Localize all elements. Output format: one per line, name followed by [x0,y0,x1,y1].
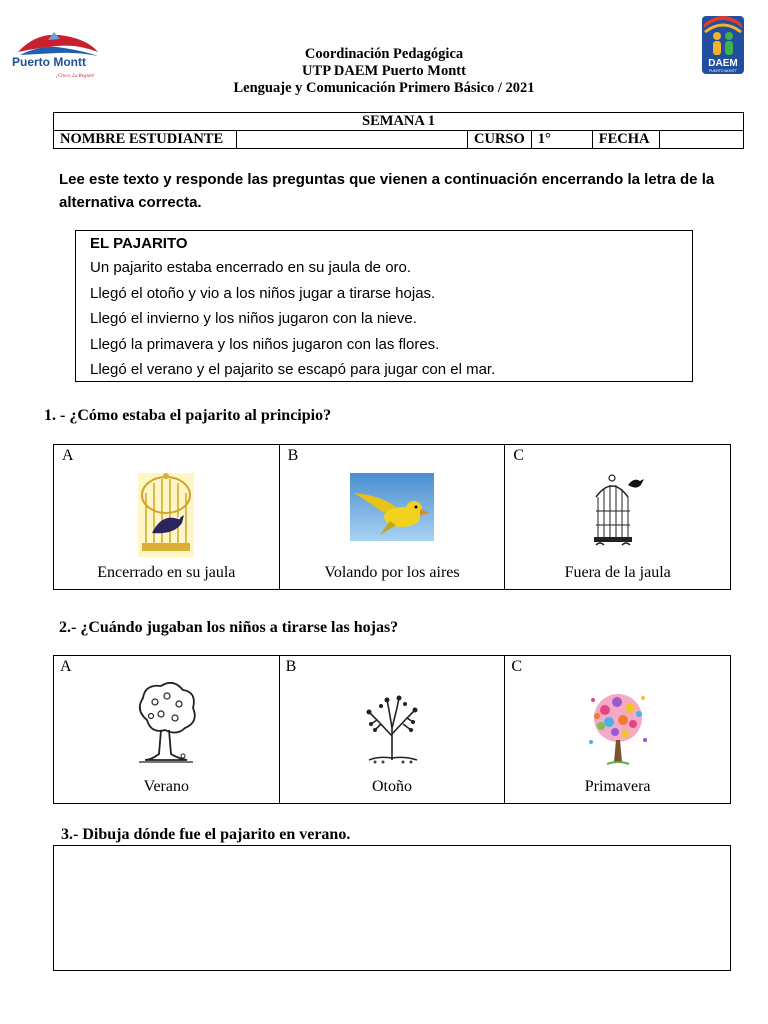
option-caption: Encerrado en su jaula [97,564,236,581]
option-caption: Primavera [584,778,651,795]
svg-text:PUERTO MONTT: PUERTO MONTT [709,69,737,73]
svg-text:DAEM: DAEM [708,58,738,69]
option-letter: B [285,658,297,675]
empty-cage-bird-outside-icon [590,471,646,556]
q1-option-b[interactable] [279,445,505,590]
q2-option-b[interactable] [279,656,505,804]
date-label: FECHA [592,131,659,149]
header-line-2: UTP DAEM Puerto Montt [302,63,466,79]
week-label: SEMANA 1 [54,113,744,131]
question-2: 2.- ¿Cuándo jugaban los niños a tirarse las hojas? [59,619,399,636]
option-letter: C [511,658,522,675]
q2-option-a[interactable] [54,656,280,804]
story-title: EL PAJARITO [90,235,188,252]
course-label: CURSO [468,131,532,149]
svg-text:Puerto Montt: Puerto Montt [12,55,86,69]
option-letter: B [287,447,299,464]
course-field[interactable]: 1° [531,131,592,149]
option-caption: Otoño [371,778,412,795]
option-letter: A [60,658,72,675]
story-box [75,230,693,382]
svg-text:¡Crece, La Región!: ¡Crece, La Región! [56,74,95,79]
question-3: 3.- Dibuja dónde fue el pajarito en verano. [61,826,351,843]
leafy-tree-icon [133,680,199,775]
story-line: Llegó el otoño y vio a los niños jugar a tirarse hojas. [90,284,436,302]
question-2-options [53,655,731,804]
flower-tree-icon [585,690,651,775]
q1-option-a[interactable] [54,445,280,590]
name-label: NOMBRE ESTUDIANTE [54,131,237,149]
story-line: Llegó la primavera y los niños jugaron con las flores. [90,335,440,353]
option-letter: C [513,447,524,464]
student-info-table [53,112,744,149]
flying-yellow-bird-icon [350,473,434,546]
header-line-3: Lenguaje y Comunicación Primero Básico / 2021 [233,80,535,96]
q2-option-c[interactable] [505,656,731,804]
question-1-options [53,444,731,590]
option-letter: A [62,447,74,464]
header-line-1: Coordinación Pedagógica [304,46,464,62]
option-caption: Volando por los aires [324,564,460,581]
instructions: Lee este texto y responde las preguntas que vienen a continuación encerrando la letra de la alternativa correcta. [59,171,715,211]
story-line: Un pajarito estaba encerrado en su jaula de oro. [90,259,412,276]
document-header [0,46,768,97]
option-caption: Verano [143,778,189,795]
date-field[interactable] [659,131,743,149]
option-caption: Fuera de la jaula [564,564,671,581]
story-line: Llegó el invierno y los niños jugaron con la nieve. [90,310,417,327]
bare-tree-icon [359,690,425,771]
question-1: 1. - ¿Cómo estaba el pajarito al principio? [44,407,332,424]
story-line: Llegó el verano y el pajarito se escapó para jugar con el mar. [90,361,496,378]
name-field[interactable] [237,131,468,149]
drawing-area[interactable] [53,845,731,971]
q1-option-c[interactable] [505,445,731,590]
golden-cage-with-bird-icon [138,473,194,562]
